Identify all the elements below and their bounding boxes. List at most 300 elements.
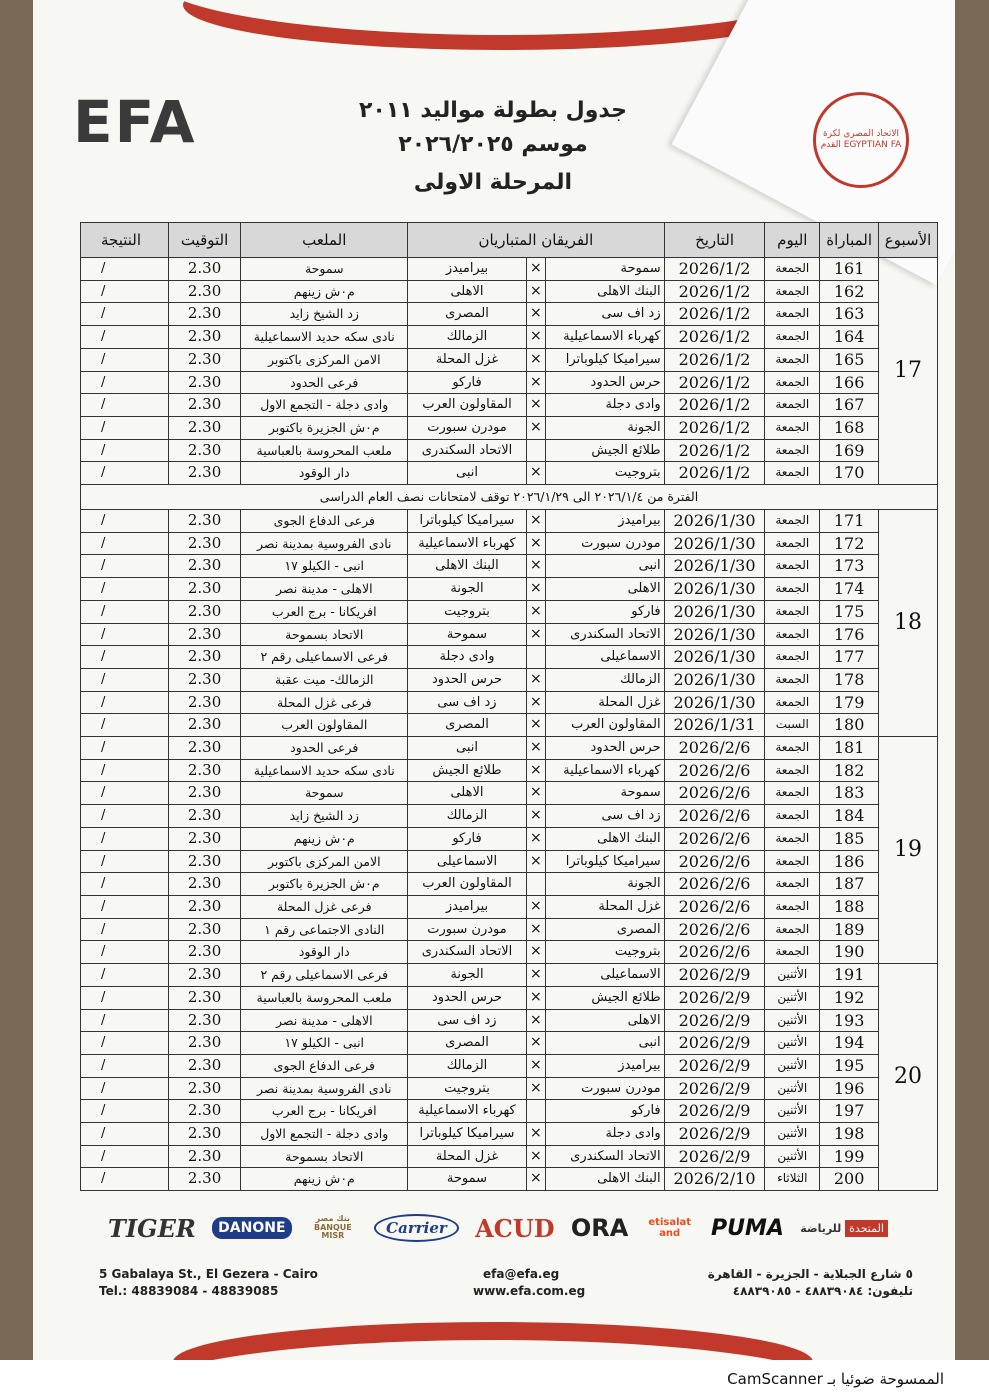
match-date: 2026/1/30	[664, 532, 765, 555]
home-team: كهرباء الاسماعيلية	[545, 759, 664, 782]
match-venue: فرعى الدفاع الجوى	[241, 1054, 408, 1077]
match-venue: وادى دجلة - التجمع الاول	[241, 394, 408, 417]
versus-mark	[526, 873, 545, 896]
col-teams: الفريقان المتباريان	[408, 223, 665, 258]
versus-mark: ×	[526, 782, 545, 805]
match-venue: ملعب المحروسة بالعباسية	[241, 986, 408, 1009]
match-time: 2.30	[168, 578, 241, 601]
match-date: 2026/2/6	[664, 759, 765, 782]
sponsor-strip	[108, 1205, 888, 1251]
match-date: 2026/2/6	[664, 805, 765, 828]
footer-phone-ar: تليفون: ٤٨٨٣٩٠٨٤ - ٤٨٨٣٩٠٨٥	[732, 1284, 913, 1298]
match-day: الجمعة	[765, 510, 820, 533]
match-venue: افريكانا - برج العرب	[241, 600, 408, 623]
home-team: المصرى	[545, 918, 664, 941]
match-number: 186	[820, 850, 879, 873]
match-result: /	[81, 1123, 169, 1146]
sponsor-united-rest: للرياضة	[800, 1221, 842, 1235]
match-date: 2026/2/9	[664, 964, 765, 987]
match-day: الجمعة	[765, 827, 820, 850]
match-venue: نادى الفروسية بمدينة نصر	[241, 532, 408, 555]
week-number: 17	[879, 258, 938, 485]
away-team: الاتحاد السكندرى	[408, 941, 527, 964]
match-result: /	[81, 258, 169, 281]
match-day: الجمعة	[765, 691, 820, 714]
match-result: /	[81, 600, 169, 623]
home-team: فاركو	[545, 1100, 664, 1123]
match-date: 2026/2/6	[664, 850, 765, 873]
table-row	[81, 714, 938, 737]
match-day: الجمعة	[765, 532, 820, 555]
versus-mark: ×	[526, 371, 545, 394]
match-day: الجمعة	[765, 668, 820, 691]
match-number: 163	[820, 303, 879, 326]
match-day: الجمعة	[765, 873, 820, 896]
match-number: 188	[820, 895, 879, 918]
match-result: /	[81, 850, 169, 873]
match-result: /	[81, 416, 169, 439]
away-team: سموحة	[408, 1168, 527, 1191]
match-time: 2.30	[168, 600, 241, 623]
table-row	[81, 510, 938, 533]
match-date: 2026/1/30	[664, 691, 765, 714]
versus-mark: ×	[526, 1168, 545, 1191]
stage-title: المرحلة الاولى	[413, 170, 573, 195]
away-team: فاركو	[408, 827, 527, 850]
match-venue: نادى سكه حديد الاسماعيلية	[241, 759, 408, 782]
match-day: الثلاثاء	[765, 1168, 820, 1191]
match-date: 2026/1/2	[664, 348, 765, 371]
match-day: السبت	[765, 714, 820, 737]
match-date: 2026/1/30	[664, 555, 765, 578]
match-time: 2.30	[168, 1100, 241, 1123]
table-row	[81, 439, 938, 462]
away-team: انبى	[408, 737, 527, 760]
away-team: وادى دجلة	[408, 646, 527, 669]
match-result: /	[81, 1054, 169, 1077]
table-row	[81, 646, 938, 669]
match-time: 2.30	[168, 850, 241, 873]
exam-break-notice-row	[81, 485, 938, 510]
match-day: الجمعة	[765, 555, 820, 578]
table-row	[81, 941, 938, 964]
match-date: 2026/1/30	[664, 668, 765, 691]
match-result: /	[81, 1168, 169, 1191]
match-day: الجمعة	[765, 303, 820, 326]
versus-mark: ×	[526, 1123, 545, 1146]
match-time: 2.30	[168, 623, 241, 646]
home-team: الجونة	[545, 873, 664, 896]
match-date: 2026/2/6	[664, 737, 765, 760]
match-day: الجمعة	[765, 623, 820, 646]
match-day: الأثنين	[765, 964, 820, 987]
table-row	[81, 759, 938, 782]
season-title: موسم ٢٠٢٦/٢٠٢٥	[398, 132, 588, 157]
versus-mark: ×	[526, 668, 545, 691]
table-row	[81, 1168, 938, 1191]
versus-mark: ×	[526, 827, 545, 850]
match-venue: فرعى غزل المحلة	[241, 895, 408, 918]
match-number: 180	[820, 714, 879, 737]
schedule-body	[81, 258, 938, 1191]
versus-mark: ×	[526, 532, 545, 555]
match-number: 190	[820, 941, 879, 964]
match-date: 2026/2/6	[664, 873, 765, 896]
match-date: 2026/1/2	[664, 258, 765, 281]
match-result: /	[81, 348, 169, 371]
match-time: 2.30	[168, 1145, 241, 1168]
versus-mark	[526, 439, 545, 462]
table-row	[81, 532, 938, 555]
sponsor-etisalat-logo: etisalat and	[648, 1217, 692, 1239]
match-day: الجمعة	[765, 759, 820, 782]
match-number: 174	[820, 578, 879, 601]
match-result: /	[81, 1032, 169, 1055]
match-date: 2026/1/2	[664, 280, 765, 303]
away-team: كهرباء الاسماعيلية	[408, 532, 527, 555]
home-team: غزل المحلة	[545, 895, 664, 918]
match-day: الجمعة	[765, 394, 820, 417]
match-result: /	[81, 691, 169, 714]
table-row	[81, 964, 938, 987]
match-day: الأثنين	[765, 1123, 820, 1146]
match-day: الأثنين	[765, 1009, 820, 1032]
versus-mark: ×	[526, 737, 545, 760]
col-week: الأسبوع	[879, 223, 938, 258]
match-time: 2.30	[168, 805, 241, 828]
table-row	[81, 326, 938, 349]
versus-mark: ×	[526, 714, 545, 737]
camscanner-note: الممسوحة ضوئيا بـ CamScanner	[727, 1370, 944, 1388]
versus-mark: ×	[526, 462, 545, 485]
match-result: /	[81, 1100, 169, 1123]
versus-mark: ×	[526, 850, 545, 873]
table-row	[81, 1009, 938, 1032]
sponsor-carrier-logo: Carrier	[374, 1214, 459, 1242]
match-result: /	[81, 1077, 169, 1100]
versus-mark: ×	[526, 416, 545, 439]
versus-mark	[526, 646, 545, 669]
versus-mark: ×	[526, 691, 545, 714]
home-team: المقاولون العرب	[545, 714, 664, 737]
table-row	[81, 986, 938, 1009]
match-time: 2.30	[168, 371, 241, 394]
match-time: 2.30	[168, 986, 241, 1009]
match-result: /	[81, 895, 169, 918]
match-venue: فرعى الدفاع الجوى	[241, 510, 408, 533]
footer-phone-en: Tel.: 48839084 - 48839085	[99, 1284, 279, 1298]
match-day: الجمعة	[765, 371, 820, 394]
away-team: فاركو	[408, 371, 527, 394]
table-row	[81, 895, 938, 918]
sponsor-acud-logo: ACUD	[475, 1213, 555, 1243]
versus-mark: ×	[526, 555, 545, 578]
home-team: البنك الاهلى	[545, 280, 664, 303]
match-date: 2026/2/6	[664, 941, 765, 964]
match-time: 2.30	[168, 1123, 241, 1146]
table-row	[81, 371, 938, 394]
match-number: 161	[820, 258, 879, 281]
match-time: 2.30	[168, 258, 241, 281]
sponsor-tiger-logo: TIGER	[108, 1213, 196, 1243]
match-number: 177	[820, 646, 879, 669]
match-date: 2026/1/30	[664, 646, 765, 669]
match-result: /	[81, 646, 169, 669]
away-team: البنك الاهلى	[408, 555, 527, 578]
match-result: /	[81, 1145, 169, 1168]
footer-email: efa@efa.eg	[483, 1267, 560, 1281]
match-number: 192	[820, 986, 879, 1009]
home-team: سموحة	[545, 782, 664, 805]
match-date: 2026/1/2	[664, 303, 765, 326]
match-result: /	[81, 280, 169, 303]
table-row	[81, 303, 938, 326]
match-number: 199	[820, 1145, 879, 1168]
match-date: 2026/2/6	[664, 782, 765, 805]
match-number: 191	[820, 964, 879, 987]
match-result: /	[81, 827, 169, 850]
match-time: 2.30	[168, 555, 241, 578]
home-team: زد اف سى	[545, 303, 664, 326]
col-date: التاريخ	[664, 223, 765, 258]
home-team: البنك الاهلى	[545, 1168, 664, 1191]
match-time: 2.30	[168, 394, 241, 417]
week-number: 19	[879, 737, 938, 964]
match-number: 182	[820, 759, 879, 782]
away-team: زد اف سى	[408, 691, 527, 714]
match-time: 2.30	[168, 691, 241, 714]
match-venue: الاهلى - مدينة نصر	[241, 578, 408, 601]
home-team: الاهلى	[545, 578, 664, 601]
match-day: الأثنين	[765, 986, 820, 1009]
match-result: /	[81, 532, 169, 555]
match-time: 2.30	[168, 1009, 241, 1032]
match-time: 2.30	[168, 280, 241, 303]
home-team: سموحة	[545, 258, 664, 281]
match-venue: نادى الفروسية بمدينة نصر	[241, 1077, 408, 1100]
match-day: الأثنين	[765, 1100, 820, 1123]
match-venue: م٠ش الجزيرة باكتوبر	[241, 873, 408, 896]
table-row	[81, 1145, 938, 1168]
away-team: الزمالك	[408, 805, 527, 828]
match-date: 2026/1/2	[664, 439, 765, 462]
match-time: 2.30	[168, 941, 241, 964]
match-result: /	[81, 805, 169, 828]
match-time: 2.30	[168, 326, 241, 349]
match-day: الجمعة	[765, 782, 820, 805]
home-team: الاسماعيلى	[545, 646, 664, 669]
match-venue: النادى الاجتماعى رقم ١	[241, 918, 408, 941]
home-team: حرس الحدود	[545, 371, 664, 394]
versus-mark: ×	[526, 1145, 545, 1168]
away-team: الاتحاد السكندرى	[408, 439, 527, 462]
match-time: 2.30	[168, 646, 241, 669]
match-time: 2.30	[168, 303, 241, 326]
match-time: 2.30	[168, 1077, 241, 1100]
match-date: 2026/1/30	[664, 623, 765, 646]
home-team: سيراميكا كيلوباترا	[545, 348, 664, 371]
match-date: 2026/2/10	[664, 1168, 765, 1191]
match-time: 2.30	[168, 873, 241, 896]
sponsor-puma-logo: PUMA	[711, 1215, 784, 1241]
match-number: 169	[820, 439, 879, 462]
home-team: طلائع الجيش	[545, 439, 664, 462]
match-day: الجمعة	[765, 348, 820, 371]
match-date: 2026/2/9	[664, 1054, 765, 1077]
match-time: 2.30	[168, 510, 241, 533]
match-number: 175	[820, 600, 879, 623]
away-team: بيراميدز	[408, 258, 527, 281]
home-team: وادى دجلة	[545, 1123, 664, 1146]
match-number: 167	[820, 394, 879, 417]
week-number: 20	[879, 964, 938, 1191]
match-date: 2026/2/9	[664, 1145, 765, 1168]
home-team: طلائع الجيش	[545, 986, 664, 1009]
match-date: 2026/2/6	[664, 827, 765, 850]
match-date: 2026/1/2	[664, 371, 765, 394]
versus-mark: ×	[526, 1077, 545, 1100]
home-team: بيراميدز	[545, 1054, 664, 1077]
home-team: بتروجيت	[545, 462, 664, 485]
home-team: مودرن سبورت	[545, 1077, 664, 1100]
match-venue: دار الوقود	[241, 941, 408, 964]
away-team: المصرى	[408, 1032, 527, 1055]
home-team: سيراميكا كيلوباترا	[545, 850, 664, 873]
home-team: حرس الحدود	[545, 737, 664, 760]
versus-mark: ×	[526, 623, 545, 646]
match-number: 195	[820, 1054, 879, 1077]
home-team: الاسماعيلى	[545, 964, 664, 987]
match-date: 2026/2/9	[664, 1032, 765, 1055]
match-number: 173	[820, 555, 879, 578]
match-number: 198	[820, 1123, 879, 1146]
match-time: 2.30	[168, 737, 241, 760]
match-day: الجمعة	[765, 258, 820, 281]
match-date: 2026/1/30	[664, 510, 765, 533]
match-day: الأثنين	[765, 1054, 820, 1077]
away-team: بتروجيت	[408, 600, 527, 623]
match-venue: م٠ش زينهم	[241, 827, 408, 850]
table-row	[81, 782, 938, 805]
match-day: الجمعة	[765, 941, 820, 964]
table-row	[81, 416, 938, 439]
match-venue: المقاولون العرب	[241, 714, 408, 737]
efa-logo: EFA	[73, 88, 197, 156]
versus-mark: ×	[526, 600, 545, 623]
match-venue: دار الوقود	[241, 462, 408, 485]
table-row	[81, 258, 938, 281]
versus-mark: ×	[526, 805, 545, 828]
away-team: سموحة	[408, 623, 527, 646]
match-number: 165	[820, 348, 879, 371]
versus-mark: ×	[526, 759, 545, 782]
away-team: الجونة	[408, 964, 527, 987]
match-number: 196	[820, 1077, 879, 1100]
versus-mark: ×	[526, 918, 545, 941]
versus-mark: ×	[526, 964, 545, 987]
match-venue: انبى - الكيلو ١٧	[241, 1032, 408, 1055]
match-result: /	[81, 555, 169, 578]
match-result: /	[81, 371, 169, 394]
week-number: 18	[879, 510, 938, 737]
away-team: الاسماعيلى	[408, 850, 527, 873]
match-date: 2026/2/9	[664, 1077, 765, 1100]
home-team: الجونة	[545, 416, 664, 439]
versus-mark: ×	[526, 258, 545, 281]
away-team: بتروجيت	[408, 1077, 527, 1100]
sponsor-united-sports-logo	[800, 1222, 888, 1235]
away-team: المصرى	[408, 303, 527, 326]
match-date: 2026/1/2	[664, 326, 765, 349]
away-team: المقاولون العرب	[408, 394, 527, 417]
versus-mark: ×	[526, 1054, 545, 1077]
table-row	[81, 348, 938, 371]
schedule-table	[80, 222, 938, 1191]
match-number: 166	[820, 371, 879, 394]
col-result: النتيجة	[81, 223, 169, 258]
match-venue: سموحة	[241, 258, 408, 281]
match-number: 184	[820, 805, 879, 828]
table-row	[81, 668, 938, 691]
home-team: فاركو	[545, 600, 664, 623]
match-result: /	[81, 394, 169, 417]
away-team: حرس الحدود	[408, 668, 527, 691]
table-row	[81, 555, 938, 578]
match-time: 2.30	[168, 895, 241, 918]
col-day: اليوم	[765, 223, 820, 258]
match-result: /	[81, 986, 169, 1009]
home-team: الاتحاد السكندرى	[545, 623, 664, 646]
match-result: /	[81, 782, 169, 805]
match-result: /	[81, 714, 169, 737]
match-venue: زد الشيخ زايد	[241, 303, 408, 326]
match-day: الأثنين	[765, 1145, 820, 1168]
table-row	[81, 918, 938, 941]
table-row	[81, 600, 938, 623]
col-match: المباراة	[820, 223, 879, 258]
away-team: المصرى	[408, 714, 527, 737]
match-time: 2.30	[168, 759, 241, 782]
away-team: كهرباء الاسماعيلية	[408, 1100, 527, 1123]
match-result: /	[81, 737, 169, 760]
away-team: غزل المحلة	[408, 348, 527, 371]
match-venue: م٠ش زينهم	[241, 280, 408, 303]
match-date: 2026/2/6	[664, 895, 765, 918]
table-row	[81, 691, 938, 714]
match-day: الجمعة	[765, 416, 820, 439]
match-time: 2.30	[168, 964, 241, 987]
away-team: بيراميدز	[408, 895, 527, 918]
footer-address-en: 5 Gabalaya St., El Gezera - Cairo	[99, 1267, 318, 1281]
match-venue: نادى سكه حديد الاسماعيلية	[241, 326, 408, 349]
match-date: 2026/1/2	[664, 462, 765, 485]
home-team: البنك الاهلى	[545, 827, 664, 850]
match-number: 176	[820, 623, 879, 646]
match-number: 179	[820, 691, 879, 714]
match-day: الجمعة	[765, 737, 820, 760]
match-number: 193	[820, 1009, 879, 1032]
versus-mark: ×	[526, 394, 545, 417]
col-time: التوقيت	[168, 223, 241, 258]
match-result: /	[81, 510, 169, 533]
match-date: 2026/2/9	[664, 1009, 765, 1032]
match-date: 2026/2/6	[664, 918, 765, 941]
match-date: 2026/1/30	[664, 578, 765, 601]
match-result: /	[81, 918, 169, 941]
table-header-row	[81, 223, 938, 258]
match-day: الجمعة	[765, 895, 820, 918]
exam-break-notice: الفترة من ٢٠٢٦/١/٤ الى ٢٠٢٦/١/٢٩ توقف لامتحانات نصف العام الدراسى	[81, 485, 938, 510]
